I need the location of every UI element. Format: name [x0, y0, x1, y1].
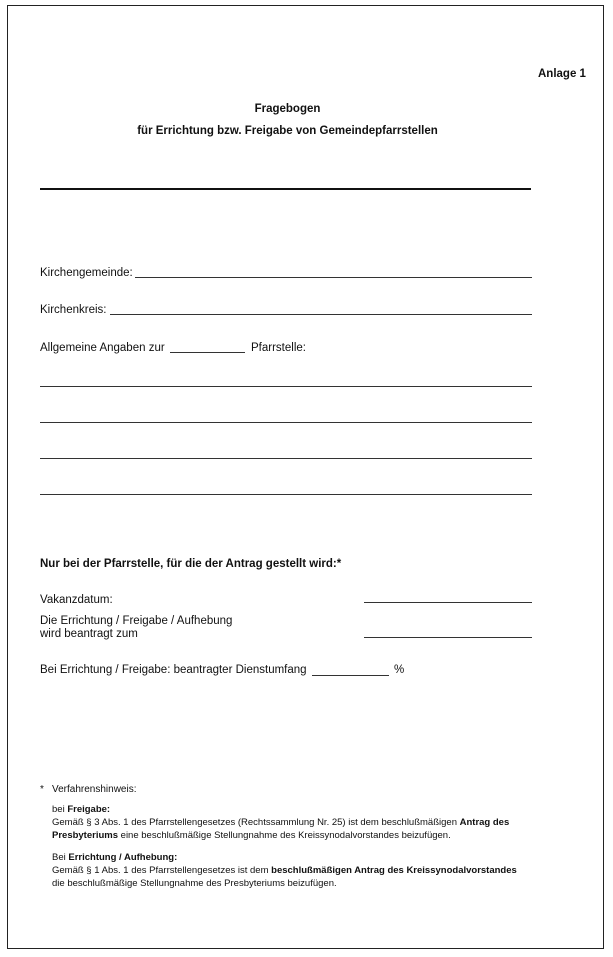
- footnote-marker: *: [40, 784, 44, 795]
- footnote-title: Verfahrenshinweis:: [52, 784, 137, 795]
- errichtung-p1: Gemäß § 1 Abs. 1 des Pfarrstellengesetzes ist dem: [52, 865, 272, 876]
- errichtung-p2: die beschlußmäßige Stellungnahme des Presbyteriums beizufügen.: [52, 878, 337, 889]
- beantragt-zum-field[interactable]: [364, 637, 532, 638]
- header-rule: [40, 188, 531, 190]
- dienstumfang-label: Bei Errichtung / Freigabe: beantragter Dienstumfang: [40, 664, 307, 676]
- general-info-line-1[interactable]: [40, 386, 532, 387]
- errichtung-p1-bold: beschlußmäßigen Antrag des Kreissynodalvorstandes: [271, 865, 517, 876]
- errichtung-label-line2: wird beantragt zum: [40, 628, 138, 640]
- section-heading: Nur bei der Pfarrstelle, für die der Antrag gestellt wird:*: [40, 558, 342, 570]
- document-subtitle: für Errichtung bzw. Freigabe von Gemeindepfarrstellen: [137, 125, 438, 137]
- errichtung-prefix: Bei: [52, 852, 69, 863]
- annex-label: Anlage 1: [538, 68, 586, 80]
- kirchenkreis-field[interactable]: [110, 314, 532, 315]
- dienstumfang-field[interactable]: [312, 675, 389, 676]
- kirchengemeinde-field[interactable]: [135, 277, 532, 278]
- kirchengemeinde-label: Kirchengemeinde:: [40, 267, 133, 279]
- errichtung-label-line1: Die Errichtung / Freigabe / Aufhebung: [40, 615, 233, 627]
- freigabe-p2-bold: Presbyteriums: [52, 830, 119, 841]
- freigabe-text-line2: [52, 830, 451, 843]
- freigabe-prefix: bei: [52, 804, 68, 815]
- vakanzdatum-field[interactable]: [364, 602, 532, 603]
- freigabe-p1: Gemäß § 3 Abs. 1 des Pfarrstellengesetzes (Rechtssammlung Nr. 25) ist dem beschlußmäßigen: [52, 817, 460, 828]
- percent-sign: %: [394, 664, 405, 676]
- freigabe-text-line1: [52, 817, 509, 830]
- general-info-line-3[interactable]: [40, 458, 532, 459]
- errichtung-text-line1: [52, 865, 517, 878]
- errichtung-heading-text: Errichtung / Aufhebung:: [68, 852, 178, 863]
- general-info-line-2[interactable]: [40, 422, 532, 423]
- document-title: Fragebogen: [254, 103, 321, 115]
- freigabe-heading: [52, 804, 110, 817]
- pfarrstelle-label: Pfarrstelle:: [251, 342, 306, 354]
- general-info-line-4[interactable]: [40, 494, 532, 495]
- freigabe-p1-bold: Antrag des: [459, 817, 510, 828]
- errichtung-heading: [52, 852, 177, 865]
- vakanzdatum-label: Vakanzdatum:: [40, 594, 113, 606]
- pfarrstelle-type-field[interactable]: [170, 352, 245, 353]
- kirchenkreis-label: Kirchenkreis:: [40, 304, 107, 316]
- errichtung-text-line2: [52, 878, 337, 891]
- freigabe-p2: eine beschlußmäßige Stellungnahme des Kreissynodalvorstandes beizufügen.: [118, 830, 451, 841]
- freigabe-heading-text: Freigabe:: [67, 804, 111, 815]
- allgemeine-angaben-label: Allgemeine Angaben zur: [40, 342, 165, 354]
